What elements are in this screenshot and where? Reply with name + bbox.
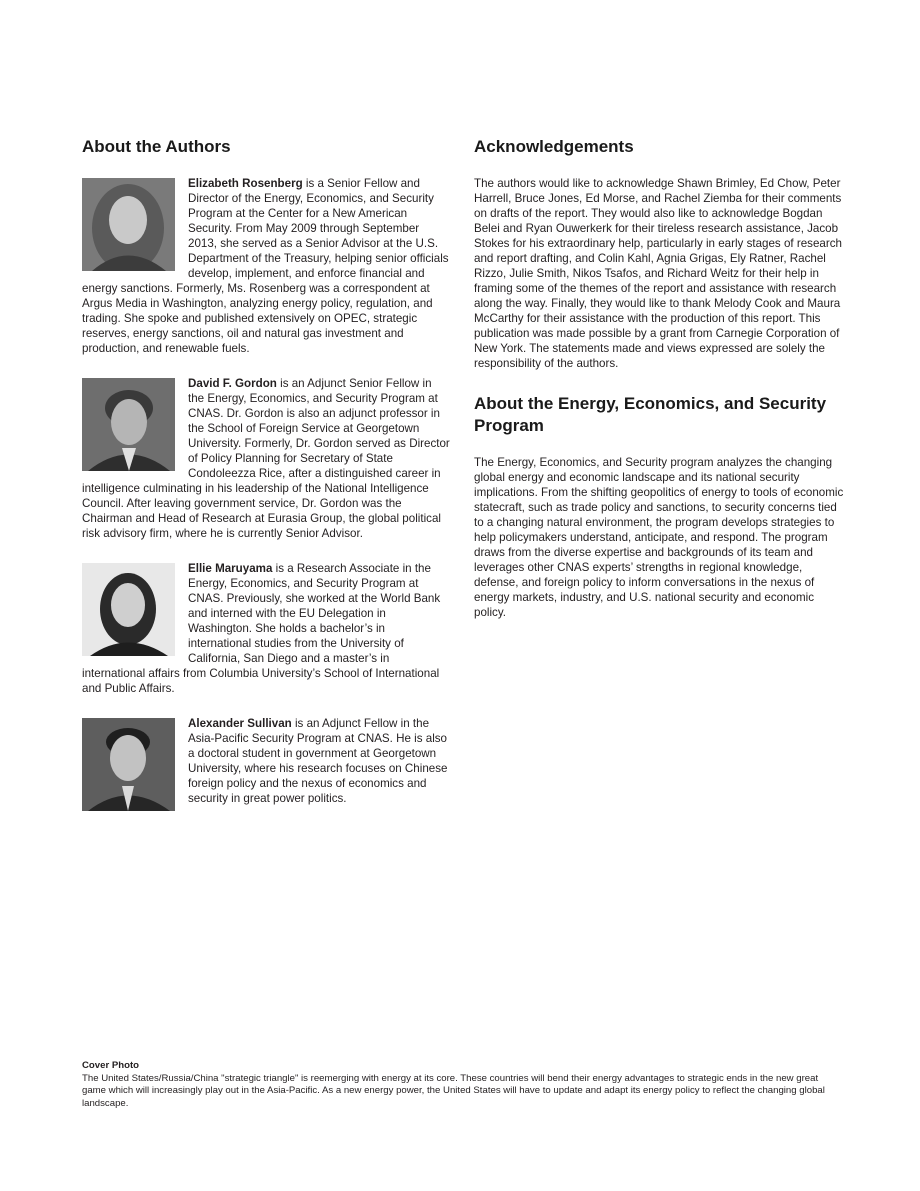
author-photo-rosenberg (82, 178, 175, 271)
author-name: Elizabeth Rosenberg (188, 177, 303, 190)
author-name: Alexander Sullivan (188, 717, 292, 730)
author-bio-sullivan (82, 716, 450, 813)
cover-photo-caption (82, 1060, 832, 1110)
author-photo-gordon (82, 378, 175, 471)
cover-photo-text: The United States/Russia/China "strategic triangle" is reemerging with energy at its core. These countries will bend their energy advantages to strategic ends in the new great game which will increasingly play out in the Asia-Pacific. As a new energy power, the United States will have to update and adapt its energy policy to reflect the changing global landscape. (82, 1072, 825, 1109)
program-heading: About the Energy, Economics, and Security Program (474, 394, 827, 435)
author-bio-maruyama (82, 561, 450, 696)
author-bio-text: is an Adjunct Senior Fellow in the Energy, Economics, and Security Program at CNAS. Dr. Gordon is also an adjunct professor in the School of Foreign Service at Georgetown University. Formerly, Dr. Gordon served as Director of Policy Planning for Secretary of State Condoleezza Rice, after a distinguished career in intelligence culminating in his leadership of the National Intelligence Council. After leaving government service, Dr. Gordon was the Chairman and Head of Research at Eurasia Group, the global political risk advisory firm, where he is currently Senior Advisor. (82, 377, 450, 540)
author-bio-rosenberg (82, 176, 450, 356)
acknowledgements-heading: Acknowledgements (474, 137, 634, 156)
program-text: The Energy, Economics, and Security program analyzes the changing global energy and economic landscape and its national security implications. From the shifting geopolitics of energy to tools of economic statecraft, such as trade policy and sanctions, to security concerns tied to a changing natural environment, the program develops strategies to help policymakers understand, anticipate, and respond. The program draws from the diverse expertise and backgrounds of its team and leverages other CNAS experts’ strengths in regional knowledge, defense, and foreign policy to inform conversations in the nexus of energy markets, industry, and U.S. national security and economic policy. (474, 456, 844, 619)
author-photo-sullivan (82, 718, 175, 811)
right-column (474, 136, 844, 620)
cover-photo-title: Cover Photo (82, 1060, 140, 1071)
about-authors-heading: About the Authors (82, 137, 231, 156)
author-name: David F. Gordon (188, 377, 277, 390)
about-authors-section (82, 136, 450, 833)
author-photo-maruyama (82, 563, 175, 656)
author-bio-text: is a Senior Fellow and Director of the Energy, Economics, and Security Program at the Center for a New American Security. From May 2009 through September 2013, she served as a Senior Advisor at the U.S. Department of the Treasury, helping senior officials develop, implement, and enforce financial and energy sanctions. Formerly, Ms. Rosenberg was a correspondent at Argus Media in Washington, analyzing energy policy, regulation, and trading. She spoke and published extensively on OPEC, strategic reserves, energy sanctions, oil and natural gas investment and production, and renewable fuels. (82, 177, 449, 355)
author-bio-text: is a Research Associate in the Energy, Economics, and Security Program at CNAS. Previously, she worked at the World Bank and interned with the EU Delegation in Washington. She holds a bachelor’s in international studies from the University of California, San Diego and a master’s in international affairs from Columbia University’s School of International and Public Affairs. (82, 562, 441, 695)
acknowledgements-text: The authors would like to acknowledge Shawn Brimley, Ed Chow, Peter Harrell, Bruce Jones, Ed Morse, and Rachel Ziemba for their comments on drafts of the report. They would also like to acknowledge Bogdan Belei and Ryan Ouwerkerk for their tireless research assistance, Jacob Stokes for his extraordinary help, particularly in early stages of research and report drafting, and Colin Kahl, Agnia Grigas, Ely Ratner, Rachel Rizzo, Julie Smith, Nikos Tsafos, and Richard Weitz for their help in framing some of the themes of the report and assistance with research along the way. Finally, they would like to thank Melody Cook and Maura McCarthy for their assistance with the production of this report. This publication was made possible by a grant from Carnegie Corporation of New York. The statements made and views expressed are solely the responsibility of the authors. (474, 177, 842, 370)
author-bio-gordon (82, 376, 450, 541)
author-bio-text: is an Adjunct Fellow in the Asia-Pacific Security Program at CNAS. He is also a doctoral student in government at Georgetown University, where his research focuses on Chinese foreign policy and the nexus of economics and security in great power politics. (188, 717, 448, 805)
author-name: Ellie Maruyama (188, 562, 273, 575)
